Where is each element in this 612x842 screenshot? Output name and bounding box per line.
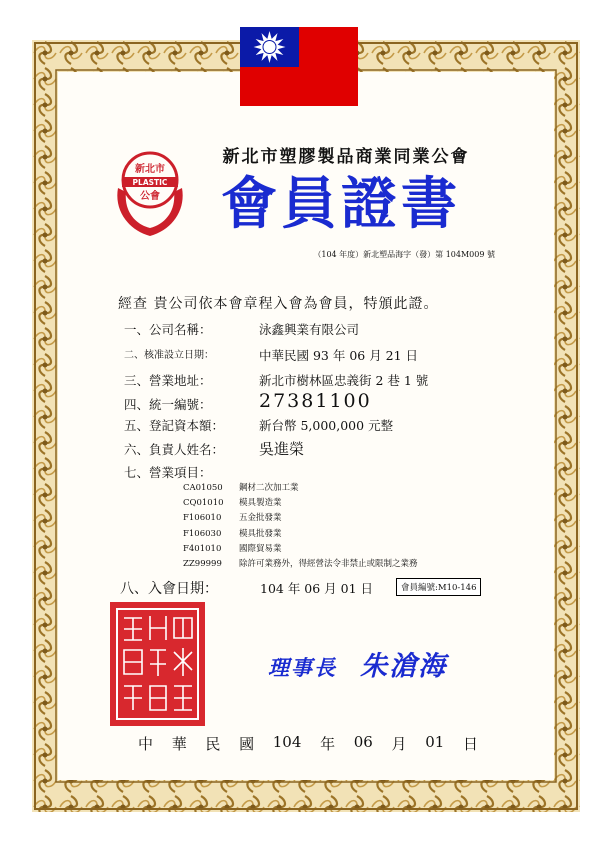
reference-number: （104 年度）新北塑品海字（發）第 104M009 號 [313,250,495,259]
field-approval-date [124,346,419,363]
field-business-scope [124,463,212,481]
field-registered-capital [124,416,394,434]
chairman-name: 朱滄海 [360,651,448,682]
date-char: 中 [138,735,154,753]
field-label: 八、入會日期： [120,581,218,597]
field-value: 新北市樹林區忠義街 2 巷 1 號 [259,373,429,388]
date-char: 國 [239,735,255,753]
field-unified-number [124,390,372,413]
date-char: 年 [320,735,336,753]
field-label: 三、營業地址： [124,373,212,388]
item-desc: 模具批發業 [239,528,282,539]
certificate-title: 會員證書 [221,172,461,237]
item-code: CQ01010 [183,498,224,509]
association-emblem [110,148,190,238]
field-value: 泳鑫興業有限公司 [259,322,360,337]
field-value: 吳進榮 [259,440,305,458]
emblem-bottom-text: 公會 [140,191,160,202]
item-code: CA01050 [183,483,223,493]
sun-icon [240,27,299,67]
field-label: 五、登記資本額： [124,418,225,433]
item-desc: 五金批發業 [239,513,282,524]
field-label: 二、核准設立日期： [124,350,214,361]
item-desc: 除許可業務外，得經營法令非禁止或限制之業務 [239,558,418,569]
field-label: 六、負責人姓名： [124,442,225,457]
field-value: 新台幣 5,000,000 元整 [259,418,394,433]
list-item [183,481,418,496]
business-items-list [183,481,418,572]
item-desc: 鋼材二次加工業 [239,483,299,493]
date-char: 華 [171,735,187,753]
field-join-date [120,578,374,598]
date-char: 民 [205,735,221,753]
list-item [183,557,418,572]
list-item [183,511,418,526]
flag-canton [240,27,299,67]
field-label: 四、統一編號： [124,397,212,412]
flag [240,27,358,106]
emblem-band-text: PLASTIC [132,178,168,187]
date-day: 01 [425,733,445,751]
member-number-badge: 會員編號:M10-146 [396,578,481,596]
date-month: 06 [353,733,373,751]
intro-statement: 經查 貴公司依本會章程入會為會員，特頒此證。 [118,296,439,312]
item-code: F401010 [183,543,222,554]
field-value: 中華民國 93 年 06 月 21 日 [259,348,419,363]
signature-block [268,644,447,683]
emblem-top-text: 新北市 [135,164,165,175]
item-desc: 模具製造業 [239,498,282,509]
field-value: 27381100 [259,390,372,412]
field-business-address [124,371,429,389]
field-value: 104 年 06 月 01 日 [260,581,374,596]
list-item [183,542,418,557]
date-year: 104 [272,733,302,751]
field-owner-name [124,440,305,458]
association-name: 新北市塑膠製品商業同業公會 [222,147,470,167]
date-char: 月 [391,735,407,753]
official-seal [110,602,205,726]
item-desc: 國際貿易業 [239,543,282,554]
item-code: ZZ99999 [183,558,222,569]
list-item [183,527,418,542]
item-code: F106010 [183,513,222,524]
field-company-name [124,320,360,338]
item-code: F106030 [183,528,222,539]
field-label: 一、公司名稱： [124,322,212,337]
date-char: 日 [462,735,478,753]
chairman-title: 理事長 [268,655,337,680]
issue-date [138,733,478,754]
list-item [183,496,418,511]
field-label: 七、營業項目： [124,465,212,480]
